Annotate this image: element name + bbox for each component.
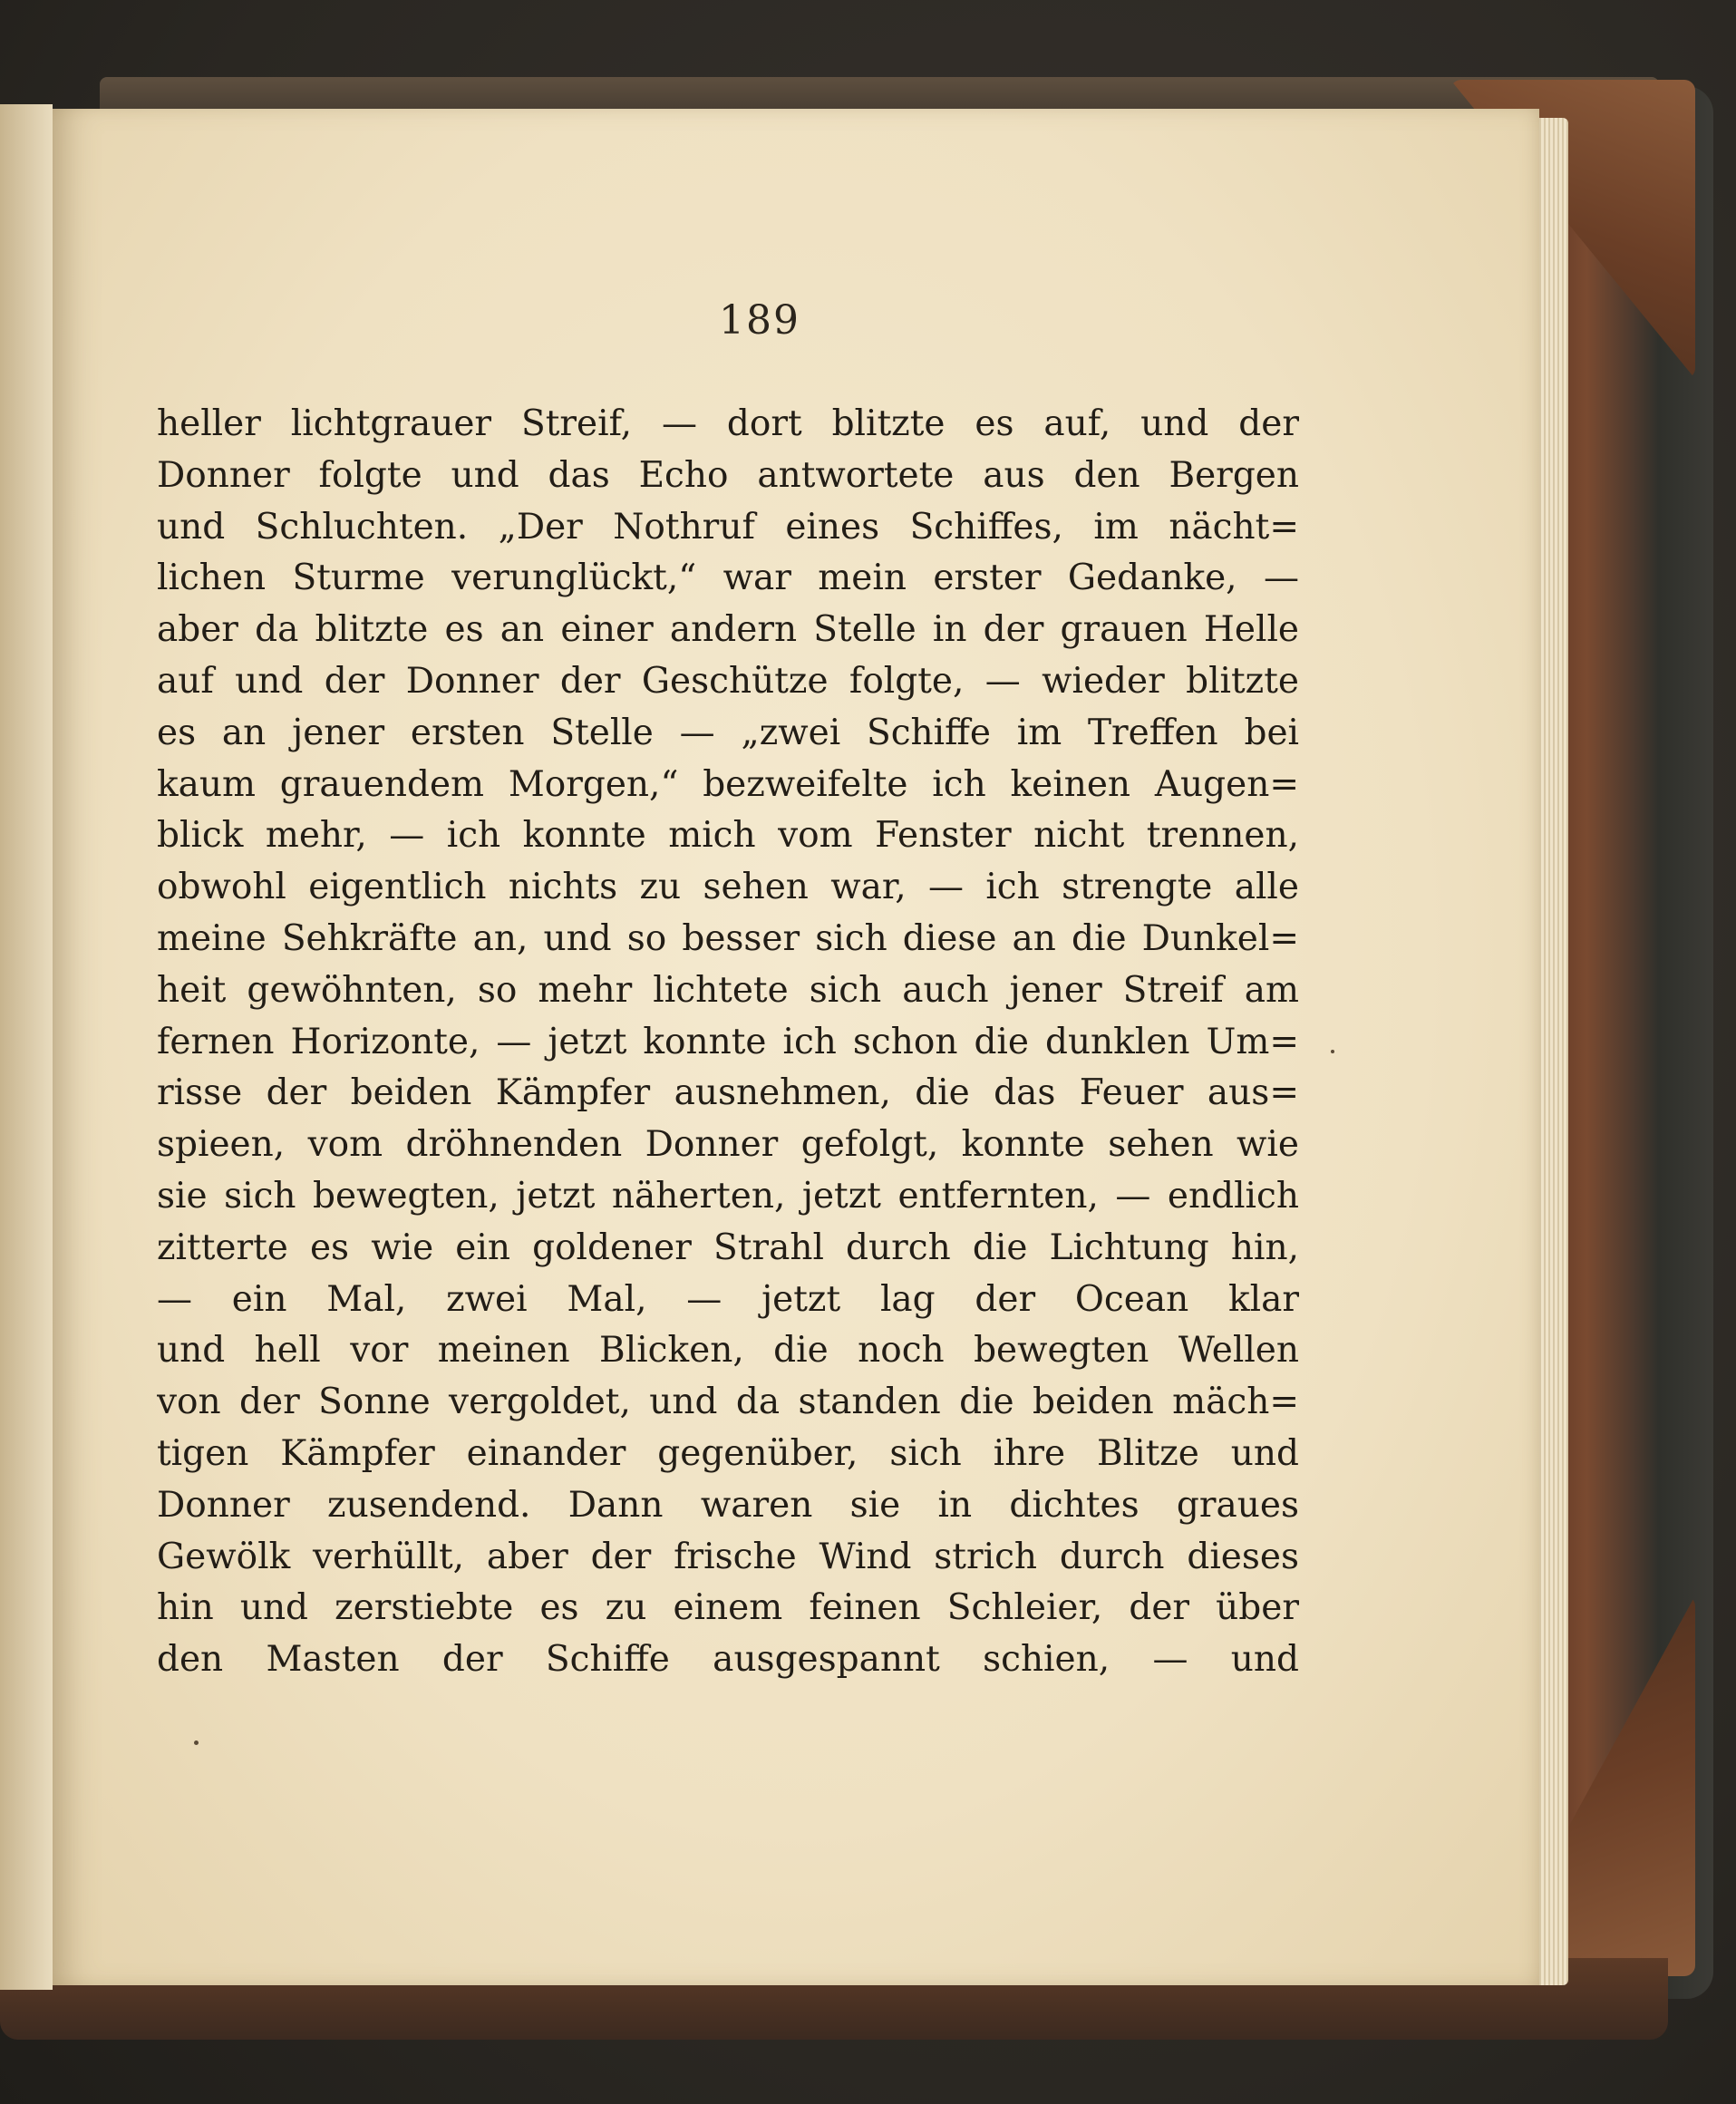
text-line: den Masten der Schiffe ausgespannt schien, — und — [157, 1639, 1299, 1681]
text-line: von der Sonne vergoldet, und da standen die beiden mäch= — [157, 1382, 1299, 1423]
text-line: fernen Horizonte, — jetzt konnte ich schon die dunklen Um= — [157, 1021, 1299, 1062]
text-line: heller lichtgrauer Streif, — dort blitzte es auf, und der — [157, 403, 1299, 444]
text-line: tigen Kämpfer einander gegenüber, sich ihre Blitze und — [157, 1432, 1299, 1474]
text-line: blick mehr, — ich konnte mich vom Fenster nicht trennen, — [157, 815, 1299, 857]
body-text — [157, 399, 1299, 1686]
text-line: obwohl eigentlich nichts zu sehen war, — ich strengte alle — [157, 867, 1299, 908]
text-line: Donner zusendend. Dann waren sie in dichtes graues — [157, 1484, 1299, 1526]
text-line: heit gewöhnten, so mehr lichtete sich auch jener Streif am — [157, 969, 1299, 1011]
text-line: risse der beiden Kämpfer ausnehmen, die das Feuer aus= — [157, 1072, 1299, 1114]
text-line: hin und zerstiebte es zu einem feinen Schleier, der über — [157, 1587, 1299, 1629]
paper-speck — [194, 1740, 199, 1745]
text-line: es an jener ersten Stelle — „zwei Schiffe im Treffen bei — [157, 712, 1299, 753]
text-line: — ein Mal, zwei Mal, — jetzt lag der Ocean klar — [157, 1278, 1299, 1320]
text-line: und hell vor meinen Blicken, die noch bewegten Wellen — [157, 1330, 1299, 1372]
text-line: kaum grauendem Morgen,“ bezweifelte ich keinen Augen= — [157, 763, 1299, 805]
text-line: und Schluchten. „Der Nothruf eines Schiffes, im nächt= — [157, 506, 1299, 548]
book-page — [53, 109, 1539, 1985]
page-number: 189 — [719, 297, 800, 344]
text-line: meine Sehkräfte an, und so besser sich diese an die Dunkel= — [157, 917, 1299, 959]
text-line: spieen, vom dröhnenden Donner gefolgt, konnte sehen wie — [157, 1124, 1299, 1166]
text-line: aber da blitzte es an einer andern Stelle in der grauen Helle — [157, 609, 1299, 651]
text-line: sie sich bewegten, jetzt näherten, jetzt entfernten, — endlich — [157, 1175, 1299, 1217]
text-line: Gewölk verhüllt, aber der frische Wind strich durch dieses — [157, 1536, 1299, 1577]
text-line: auf und der Donner der Geschütze folgte, — wieder blitzte — [157, 660, 1299, 702]
text-line: Donner folgte und das Echo antwortete aus den Bergen — [157, 454, 1299, 496]
text-line: zitterte es wie ein goldener Strahl durch die Lichtung hin, — [157, 1227, 1299, 1268]
paper-speck — [1331, 1050, 1334, 1053]
facing-page-sliver — [0, 104, 53, 1990]
text-line: lichen Sturme verunglückt,“ war mein erster Gedanke, — — [157, 558, 1299, 599]
